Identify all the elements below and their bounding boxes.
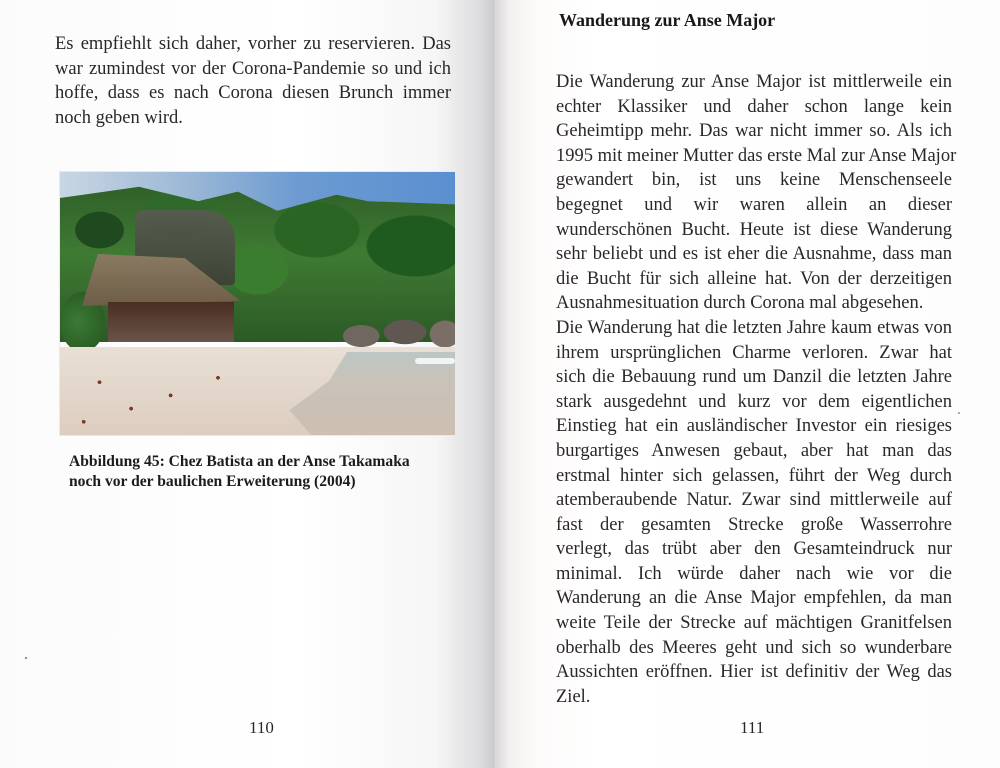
scan-speck — [958, 412, 960, 414]
photo-boulders — [330, 312, 455, 352]
text-line: noch geben wird. — [55, 107, 183, 128]
text-line: die Bucht für sich alleine hat. Von der derzeitigen — [556, 268, 952, 289]
text-line: gewandert bin, ist uns keine Menschenseele — [556, 170, 952, 191]
text-line: hoffe, dass es nach Corona diesen Brunch immer — [55, 83, 451, 104]
text-line: fast der gesamten Strecke große Wasserrohre — [556, 514, 952, 535]
page-number-left: 110 — [249, 718, 274, 737]
text-line: Einstieg hat ein ausländischer Investor ein riesiges — [556, 416, 952, 437]
caption-line: noch vor der baulichen Erweiterung (2004) — [69, 473, 356, 490]
scan-speck — [25, 657, 27, 659]
text-line: begegnet und wir waren allein an dieser — [556, 194, 952, 215]
text-line: sehr beliebt und es ist eher die Ausnahme, dass man — [556, 244, 952, 265]
photo-restaurant-building — [108, 302, 234, 342]
caption-line: Abbildung 45: Chez Batista an der Anse Takamaka — [69, 453, 410, 470]
text-line: ihrem ursprünglichen Charme verloren. Zwar hat — [556, 342, 952, 363]
text-line: Aussichten eröffnen. Hier ist definitiv der Weg das — [556, 662, 952, 683]
text-line: Die Wanderung zur Anse Major ist mittlerweile ein — [556, 72, 952, 92]
text-line: echter Klassiker und daher schon lange kein — [556, 96, 952, 117]
text-line: atemberaubende Natur. Zwar sind mittlerweile auf — [556, 490, 952, 511]
text-line: Wanderung an die Anse Major empfehlen, da man — [556, 588, 952, 609]
figure-caption — [69, 452, 449, 492]
text-line: oberhalb des Meeres geht und sich so wunderbare — [556, 637, 952, 658]
section-heading: Wanderung zur Anse Major — [559, 10, 776, 30]
left-page — [0, 0, 495, 768]
text-line: weite Teile der Strecke auf mächtigen Granitfelsen — [556, 613, 952, 634]
page-number-right: 111 — [740, 718, 765, 737]
text-line: stark ausgedehnt und kurz vor dem eigentlichen — [556, 391, 952, 412]
text-line: erstmal hinter sich gelassen, führt der Weg durch — [556, 465, 952, 486]
text-line: wunderschönen Bucht. Heute ist diese Wanderung — [556, 219, 952, 240]
photo-wave-foam — [415, 358, 455, 364]
text-line: minimal. Ich würde daher nach wie vor die — [556, 563, 952, 584]
text-line: Es empfiehlt sich daher, vorher zu reservieren. Das — [55, 34, 451, 54]
text-line: Die Wanderung hat die letzten Jahre kaum etwas von — [556, 317, 952, 338]
text-line: 1995 mit meiner Mutter das erste Mal zur Anse Major — [556, 145, 957, 166]
right-page-paragraph — [556, 70, 957, 709]
text-line: Ausnahmesituation durch Corona mal abgesehen. — [556, 293, 924, 314]
beach-photo — [59, 171, 456, 436]
text-line: Ziel. — [556, 686, 591, 707]
text-line: Geheimtipp mehr. Das war nicht immer so. Als ich — [556, 121, 952, 142]
text-line: burgartiges Anwesen gebaut, aber hat man das — [556, 440, 952, 461]
text-line: sich die Bebauung rund um Danzil die letzten Jahre — [556, 367, 952, 388]
left-page-paragraph — [55, 32, 451, 130]
text-line: verlegt, das trübt aber den Gesamteindruck nur — [556, 539, 952, 560]
text-line: war zumindest vor der Corona-Pandemie so und ich — [55, 58, 451, 79]
